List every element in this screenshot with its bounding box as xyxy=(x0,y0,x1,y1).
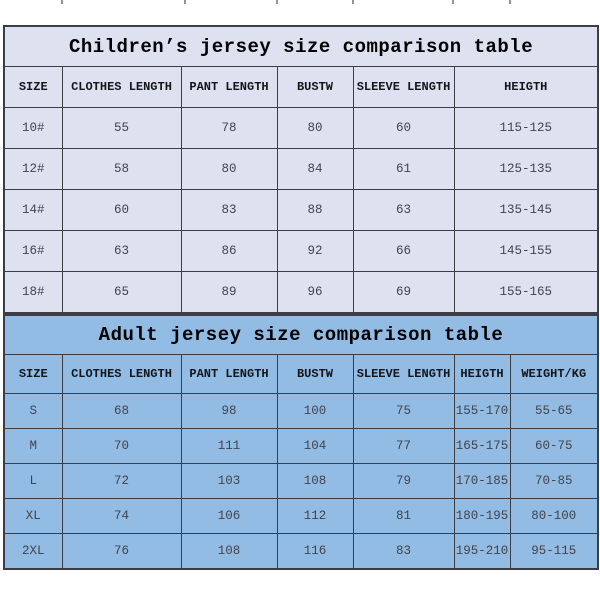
cell: 115-125 xyxy=(454,108,598,149)
children-title-row xyxy=(4,26,598,67)
cell: XL xyxy=(4,499,62,534)
children-size-table xyxy=(3,25,599,314)
tables-wrap xyxy=(3,25,597,570)
table-row xyxy=(4,231,598,272)
cell: 63 xyxy=(353,190,454,231)
header-cell-pant-length: PANT LENGTH xyxy=(181,355,277,394)
header-cell-sleeve-length: SLEEVE LENGTH xyxy=(353,67,454,108)
adult-size-table xyxy=(3,314,599,570)
adult-header-row xyxy=(4,355,598,394)
adult-table-body xyxy=(4,394,598,570)
cell: 88 xyxy=(277,190,353,231)
cropped-gridline-stub xyxy=(276,0,278,4)
table-row xyxy=(4,190,598,231)
cell: L xyxy=(4,464,62,499)
table-row xyxy=(4,394,598,429)
cell: 10# xyxy=(4,108,62,149)
cell: 68 xyxy=(62,394,181,429)
cell: 103 xyxy=(181,464,277,499)
cell: 70 xyxy=(62,429,181,464)
cell: 83 xyxy=(181,190,277,231)
cell: 170-185 xyxy=(454,464,510,499)
cell: 79 xyxy=(353,464,454,499)
cell: 58 xyxy=(62,149,181,190)
cropped-gridline-stub xyxy=(509,0,511,4)
cell: 78 xyxy=(181,108,277,149)
table-row xyxy=(4,272,598,314)
cell: 100 xyxy=(277,394,353,429)
cell: 155-170 xyxy=(454,394,510,429)
cell: S xyxy=(4,394,62,429)
cell: 60 xyxy=(62,190,181,231)
cell: 89 xyxy=(181,272,277,314)
header-cell-weight: WEIGHT/KG xyxy=(510,355,598,394)
cell: 111 xyxy=(181,429,277,464)
cell: 84 xyxy=(277,149,353,190)
cell: 74 xyxy=(62,499,181,534)
children-header-row xyxy=(4,67,598,108)
header-cell-bust: BUSTW xyxy=(277,67,353,108)
cropped-gridline-stub xyxy=(452,0,454,4)
cell: 108 xyxy=(277,464,353,499)
cell: 12# xyxy=(4,149,62,190)
cell: 14# xyxy=(4,190,62,231)
table-row xyxy=(4,499,598,534)
table-row xyxy=(4,429,598,464)
header-cell-height: HEIGTH xyxy=(454,67,598,108)
cell: 60 xyxy=(353,108,454,149)
cell: 83 xyxy=(353,534,454,570)
cell: 61 xyxy=(353,149,454,190)
cell: 106 xyxy=(181,499,277,534)
cell: 80 xyxy=(277,108,353,149)
header-cell-clothes-length: CLOTHES LENGTH xyxy=(62,355,181,394)
cell: 165-175 xyxy=(454,429,510,464)
cropped-gridline-stub xyxy=(61,0,63,4)
header-cell-size: SIZE xyxy=(4,67,62,108)
cell: 55 xyxy=(62,108,181,149)
cell: 195-210 xyxy=(454,534,510,570)
cell: 72 xyxy=(62,464,181,499)
header-cell-size: SIZE xyxy=(4,355,62,394)
cell: 2XL xyxy=(4,534,62,570)
cell: 155-165 xyxy=(454,272,598,314)
header-cell-sleeve-length: SLEEVE LENGTH xyxy=(353,355,454,394)
cell: 16# xyxy=(4,231,62,272)
cell: 104 xyxy=(277,429,353,464)
cell: 18# xyxy=(4,272,62,314)
cell: 75 xyxy=(353,394,454,429)
cell: 55-65 xyxy=(510,394,598,429)
cell: 63 xyxy=(62,231,181,272)
table-row xyxy=(4,534,598,570)
cell: 135-145 xyxy=(454,190,598,231)
cell: 145-155 xyxy=(454,231,598,272)
cell: 60-75 xyxy=(510,429,598,464)
cell: 76 xyxy=(62,534,181,570)
table-row xyxy=(4,464,598,499)
adult-table-title: Adult jersey size comparison table xyxy=(4,315,598,355)
cell: 125-135 xyxy=(454,149,598,190)
cell: 98 xyxy=(181,394,277,429)
cropped-gridline-stub xyxy=(352,0,354,4)
cell: 65 xyxy=(62,272,181,314)
cell: 112 xyxy=(277,499,353,534)
header-cell-height: HEIGTH xyxy=(454,355,510,394)
cell: 69 xyxy=(353,272,454,314)
cell: 70-85 xyxy=(510,464,598,499)
cell: M xyxy=(4,429,62,464)
cropped-gridline-stub xyxy=(184,0,186,4)
cell: 81 xyxy=(353,499,454,534)
cell: 80-100 xyxy=(510,499,598,534)
cell: 95-115 xyxy=(510,534,598,570)
cell: 116 xyxy=(277,534,353,570)
cell: 96 xyxy=(277,272,353,314)
cell: 180-195 xyxy=(454,499,510,534)
table-row xyxy=(4,149,598,190)
cell: 92 xyxy=(277,231,353,272)
children-table-body xyxy=(4,108,598,314)
cell: 77 xyxy=(353,429,454,464)
cell: 86 xyxy=(181,231,277,272)
header-cell-clothes-length: CLOTHES LENGTH xyxy=(62,67,181,108)
cell: 108 xyxy=(181,534,277,570)
adult-title-row xyxy=(4,315,598,355)
cell: 66 xyxy=(353,231,454,272)
children-table-title: Children’s jersey size comparison table xyxy=(4,26,598,67)
header-cell-pant-length: PANT LENGTH xyxy=(181,67,277,108)
cell: 80 xyxy=(181,149,277,190)
table-row xyxy=(4,108,598,149)
header-cell-bust: BUSTW xyxy=(277,355,353,394)
